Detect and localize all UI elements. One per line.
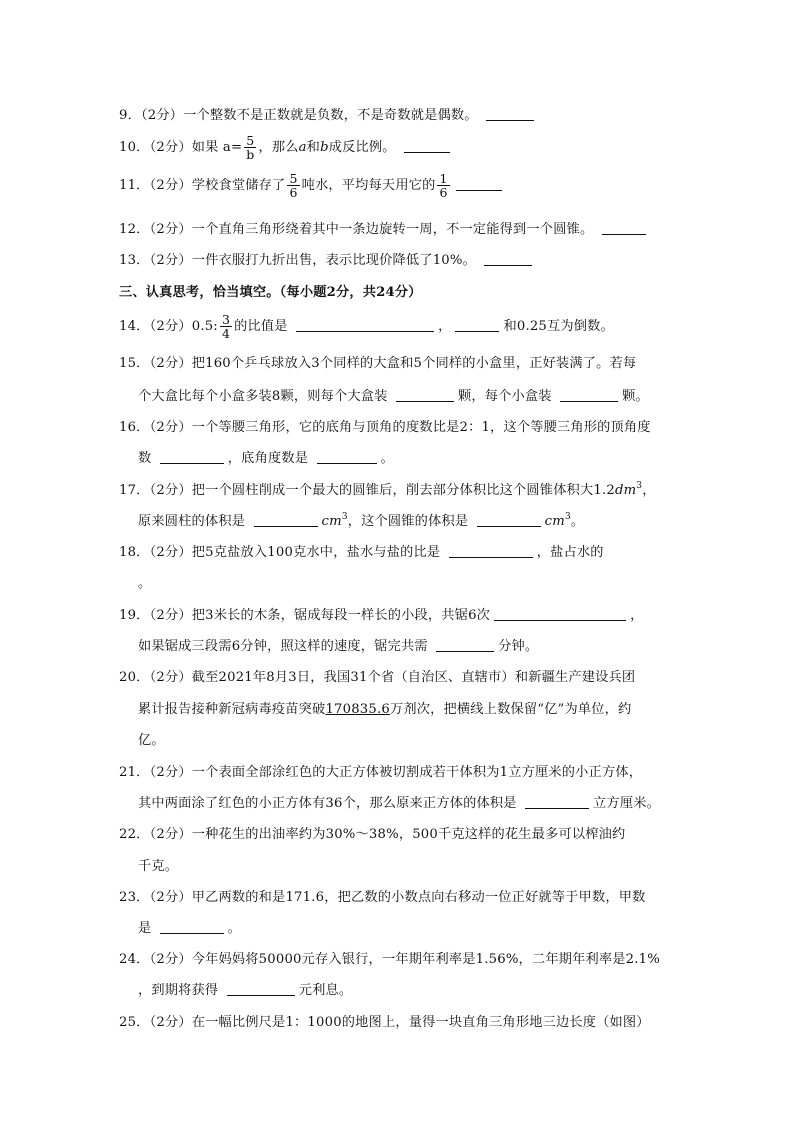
question-number: 17． [119, 483, 150, 498]
question-text: 累计报告接种新冠病毒疫苗突破 [138, 702, 326, 717]
unit-cm: cm [544, 514, 565, 529]
question-score: （2分） [149, 483, 192, 498]
question-text: 吨水，平均每天用它的 [301, 178, 436, 193]
answer-blank[interactable] [525, 796, 589, 809]
question-text: 万剂次，把横线上数保留“亿”为单位，约 [389, 702, 632, 717]
question-text: 把5克盐放入100克水中，盐水与盐的比是 [191, 545, 441, 560]
question-text: 一个等腰三角形，它的底角与顶角的度数比是2：1，这个等腰三角形的顶角度 [191, 420, 651, 435]
question-21-line-2 [138, 792, 660, 811]
question-number: 15． [119, 356, 150, 371]
question-text: ，盐占水的 [536, 545, 604, 560]
question-19-line-1 [119, 604, 643, 623]
question-text: 立方厘米。 [593, 796, 660, 811]
question-number: 12． [119, 222, 150, 237]
question-score: （2分） [149, 1015, 192, 1030]
question-text: 一个直角三角形绕着其中一条边旋转一周，不一定能得到一个圆锥。 [191, 222, 594, 237]
answer-blank[interactable] [404, 140, 450, 153]
variable-b: b [320, 140, 329, 155]
fraction [220, 313, 232, 340]
question-24-line-2 [138, 979, 352, 998]
question-12 [119, 218, 650, 237]
question-score: （2分） [149, 827, 192, 842]
section-title: 三、认真思考，恰当填空。（每小题2分，共24分） [119, 285, 422, 300]
question-number: 21． [119, 765, 150, 780]
question-number: 11． [119, 178, 150, 193]
question-text: 今年妈妈将50000元存入银行，一年期年利率是1.56%，二年期年利率是2.1% [191, 952, 660, 967]
question-score: （2分） [140, 108, 184, 123]
fraction-denominator: 6 [289, 185, 298, 200]
question-10 [119, 134, 454, 161]
answer-blank[interactable] [602, 222, 646, 235]
question-text: 甲乙两数的和是171.6，把乙数的小数点向右移动一位正好就等于甲数，甲数 [191, 890, 646, 905]
question-text: ，这个圆锥的体积是 [347, 514, 469, 529]
answer-blank[interactable] [484, 253, 532, 266]
question-text: 如果 [191, 140, 219, 155]
fraction [244, 134, 256, 161]
question-score: （2分） [149, 420, 192, 435]
fraction-numerator: 3 [221, 312, 231, 327]
question-score: （2分） [149, 670, 192, 685]
question-number: 13． [119, 253, 150, 268]
question-23-line-2 [138, 917, 241, 936]
unit-cm: cm [321, 514, 342, 529]
question-text: 个大盒比每个小盒多装8颗，则每个大盒装 [138, 389, 388, 404]
answer-blank[interactable] [227, 983, 295, 996]
question-text: 0.5: [191, 319, 218, 334]
question-score: （2分） [149, 356, 192, 371]
question-text: ， [642, 483, 656, 498]
question-score: （2分） [149, 178, 192, 193]
question-25-line-1 [119, 1011, 650, 1030]
question-number: 14． [119, 319, 150, 334]
question-text: ， [630, 608, 644, 623]
unit-exponent: 3 [564, 512, 571, 522]
unit-exponent: 3 [636, 481, 643, 491]
question-15-line-1 [119, 352, 636, 371]
unit-exponent: 3 [341, 512, 348, 522]
question-text: 。 [380, 451, 394, 466]
question-text: 颗，每个小盒装 [457, 389, 552, 404]
question-score: （2分） [149, 890, 192, 905]
question-22-line-2 [138, 855, 178, 874]
fraction [437, 172, 449, 199]
question-score: （2分） [149, 319, 192, 334]
question-number: 23． [119, 890, 150, 905]
answer-blank[interactable] [455, 319, 499, 332]
question-18-line-2 [138, 572, 151, 591]
question-9 [119, 104, 538, 123]
answer-blank[interactable] [477, 514, 541, 527]
answer-blank[interactable] [160, 451, 224, 464]
fraction-denominator: b [246, 147, 255, 162]
question-text: 一个表面全部涂红色的大正方体被切割成若干体积为1立方厘米的小正方体， [191, 765, 643, 780]
question-text: 把160个乒乓球放入3个同样的大盒和5个同样的小盒里，正好装满了。若每 [191, 356, 637, 371]
fraction-numerator: 1 [439, 171, 448, 186]
question-number: 18． [119, 545, 150, 560]
question-number: 16． [119, 420, 150, 435]
question-text: ， [438, 319, 452, 334]
question-number: 10． [119, 140, 150, 155]
question-number: 24． [119, 952, 150, 967]
fraction [287, 172, 299, 199]
answer-blank[interactable] [160, 921, 224, 934]
question-number: 9． [119, 108, 141, 123]
question-text: 。 [138, 576, 152, 591]
question-text: 如果锯成三段需6分钟，照这样的速度，锯完共需 [138, 639, 428, 654]
question-20-line-2 [138, 698, 631, 717]
question-text: ，那么 [258, 140, 299, 155]
question-text: 在一幅比例尺是1：1000的地图上，量得一块直角三角形地三边长度（如图） [191, 1015, 650, 1030]
question-16-line-1 [119, 416, 651, 435]
question-text: 成反比例。 [328, 140, 396, 155]
question-text: 一件衣服打九折出售，表示比现价降低了10%。 [191, 253, 477, 268]
question-text: 和0.25互为倒数。 [503, 319, 614, 334]
question-text: 学校食堂储存了 [191, 178, 286, 193]
question-number: 22． [119, 827, 150, 842]
question-text: 元利息。 [298, 983, 353, 998]
question-24-line-1 [119, 948, 660, 967]
question-text: 截至2021年8月3日，我国31个省（自治区、直辖市）和新疆生产建设兵团 [191, 670, 636, 685]
question-score: （2分） [149, 545, 192, 560]
question-text: 数 [138, 451, 152, 466]
question-score: （2分） [149, 952, 192, 967]
question-text: 分钟。 [498, 639, 539, 654]
question-20-line-3 [138, 729, 165, 748]
unit-dm: dm [614, 483, 637, 498]
question-number: 19． [119, 608, 150, 623]
question-score: （2分） [149, 140, 192, 155]
fraction-denominator: 6 [439, 185, 448, 200]
question-score: （2分） [149, 765, 192, 780]
question-score: （2分） [149, 608, 192, 623]
fraction-numerator: 5 [289, 171, 298, 186]
question-text: 一种花生的出油率约为30%～38%，500千克这样的花生最多可以榨油约 [191, 827, 626, 842]
question-text: ，底角度数是 [227, 451, 309, 466]
answer-blank[interactable] [494, 608, 626, 621]
question-11 [119, 172, 506, 199]
underlined-number: 170835.6 [325, 702, 390, 717]
question-score: （2分） [149, 253, 192, 268]
answer-blank[interactable] [436, 639, 494, 652]
question-18-line-1 [119, 541, 604, 560]
question-13 [119, 249, 536, 268]
question-text: 的比值是 [234, 319, 288, 334]
answer-blank[interactable] [560, 389, 618, 402]
question-15-line-2 [138, 385, 649, 404]
question-17-line-1 [119, 479, 656, 498]
answer-blank[interactable] [317, 451, 377, 464]
fraction-denominator: 4 [221, 326, 231, 341]
question-text: 亿。 [138, 733, 165, 748]
question-23-line-1 [119, 886, 646, 905]
question-text: 千克。 [138, 859, 179, 874]
question-text: 把一个圆柱削成一个最大的圆锥后，削去部分体积比这个圆锥体积大1.2 [191, 483, 615, 498]
question-text: 原来圆柱的体积是 [138, 514, 246, 529]
fraction-numerator: 5 [246, 133, 255, 148]
equation-lhs: a= [222, 140, 243, 155]
question-14 [119, 313, 614, 340]
question-text: ，到期将获得 [138, 983, 219, 998]
question-20-line-1 [119, 666, 635, 685]
variable-a: a [298, 140, 307, 155]
question-text: 把3米长的木条，锯成每段一样长的小段，共锯6次 [191, 608, 491, 623]
question-number: 25． [119, 1015, 150, 1030]
question-text: 。 [227, 921, 242, 936]
question-21-line-1 [119, 761, 642, 780]
question-text: 是 [138, 921, 152, 936]
answer-blank[interactable] [486, 108, 534, 121]
answer-blank[interactable] [396, 389, 454, 402]
question-text: 颗。 [622, 389, 649, 404]
question-text: 。 [570, 514, 585, 529]
question-22-line-1 [119, 823, 625, 842]
answer-blank[interactable] [456, 178, 502, 191]
question-text: 其中两面涂了红色的小正方体有36个，那么原来正方体的体积是 [138, 796, 517, 811]
question-number: 20． [119, 670, 150, 685]
question-text: 和 [306, 140, 321, 155]
question-16-line-2 [138, 447, 394, 466]
question-17-line-2 [138, 510, 584, 529]
answer-blank[interactable] [449, 545, 533, 558]
answer-blank[interactable] [254, 514, 318, 527]
question-text: 一个整数不是正数就是负数，不是奇数就是偶数。 [183, 108, 478, 123]
question-19-line-2 [138, 635, 538, 654]
answer-blank[interactable] [296, 319, 434, 332]
question-score: （2分） [149, 222, 192, 237]
